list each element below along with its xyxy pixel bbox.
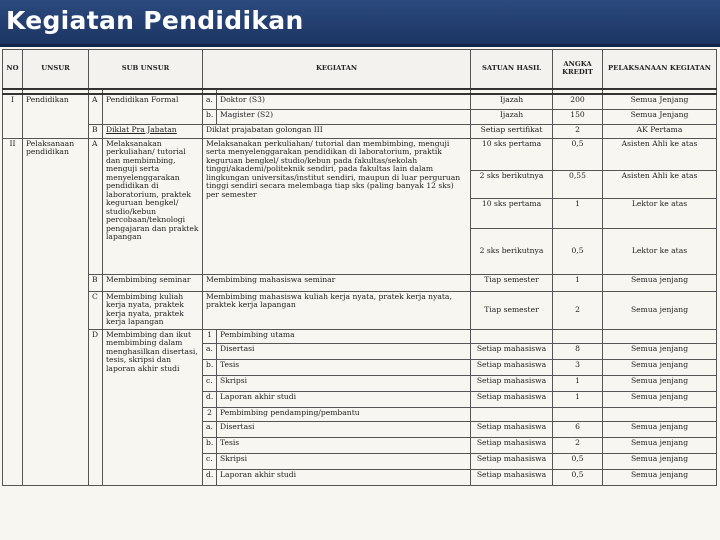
section-ii-c-label: Membimbing kuliah kerja nyata, praktek kerja nyata, praktek kerja lapangan (103, 291, 203, 329)
row-letter: b. (203, 437, 217, 453)
header-no: NO (3, 50, 23, 90)
row-letter: a. (203, 421, 217, 437)
satuan-cell: Setiap sertifikat (471, 124, 553, 138)
satuan-cell: Ijazah (471, 109, 553, 124)
credit-table (2, 49, 717, 486)
kredit-cell: 0,5 (553, 138, 603, 170)
table-row (3, 329, 717, 343)
row-letter: a. (203, 343, 217, 359)
kredit-cell: 8 (553, 343, 603, 359)
pelaksana-cell: Semua jenjang (603, 453, 717, 469)
satuan-cell: Setiap mahasiswa (471, 421, 553, 437)
kredit-cell: 2 (553, 291, 603, 329)
kredit-cell: 200 (553, 94, 603, 109)
title-bar (0, 0, 720, 47)
section-ii-c-letter: C (89, 291, 103, 329)
satuan-cell: Tiap semester (471, 274, 553, 291)
kredit-cell: 1 (553, 198, 603, 228)
pelaksana-cell: Semua jenjang (603, 359, 717, 375)
header-satuan-hasil: SATUAN HASIL (471, 50, 553, 90)
kredit-cell: 2 (553, 437, 603, 453)
kegiatan-cell: Magister (S2) (217, 109, 471, 124)
kredit-cell: 6 (553, 421, 603, 437)
row-letter: d. (203, 391, 217, 407)
pelaksana-cell: Asisten Ahli ke atas (603, 138, 717, 170)
header-unsur: UNSUR (23, 50, 89, 90)
section-i-no: I (3, 94, 23, 138)
satuan-cell: 2 sks berikutnya (471, 228, 553, 274)
header-kegiatan: KEGIATAN (203, 50, 471, 90)
pelaksana-cell: Lektor ke atas (603, 228, 717, 274)
kredit-cell: 150 (553, 109, 603, 124)
row-letter: d. (203, 469, 217, 485)
subgroup-label: Pembimbing utama (217, 329, 471, 343)
kredit-cell: 1 (553, 375, 603, 391)
row-letter: b. (203, 359, 217, 375)
pelaksana-cell: Semua jenjang (603, 421, 717, 437)
satuan-cell: 10 sks pertama (471, 198, 553, 228)
satuan-cell: 2 sks berikutnya (471, 170, 553, 198)
kegiatan-cell: Laporan akhir studi (217, 469, 471, 485)
kegiatan-cell: Skripsi (217, 375, 471, 391)
kegiatan-cell: Membimbing mahasiswa kuliah kerja nyata, pratek kerja nyata, praktek kerja lapangan (203, 291, 471, 329)
satuan-cell: Setiap mahasiswa (471, 469, 553, 485)
section-ii-a-label: Melaksanakan perkuliahan/ tutorial dan membimbing, menguji serta menyelenggarakan pendidikan di laboratorium, praktek keguruan bengkel/ studio/kebun percobaan/teknologi pengajaran dan praktek lapangan (103, 138, 203, 274)
header-row (3, 50, 717, 90)
kredit-cell: 1 (553, 391, 603, 407)
kredit-cell: 0,5 (553, 469, 603, 485)
pelaksana-cell: Semua Jenjang (603, 109, 717, 124)
section-ii-unsur: Pelaksanaan pendidikan (23, 138, 89, 485)
section-ii-b-label: Membimbing seminar (103, 274, 203, 291)
section-i-b-label: Diklat Pra Jabatan (103, 124, 203, 138)
subgroup-no: 1 (203, 329, 217, 343)
table-row (3, 124, 717, 138)
section-i-a-label: Pendidikan Formal (103, 94, 203, 124)
kegiatan-cell: Membimbing mahasiswa seminar (203, 274, 471, 291)
table-row (3, 274, 717, 291)
kredit-cell: 0,55 (553, 170, 603, 198)
kegiatan-cell: Disertasi (217, 421, 471, 437)
section-i-a-letter: A (89, 94, 103, 124)
pelaksana-cell: Semua jenjang (603, 469, 717, 485)
table-row (3, 291, 717, 329)
section-ii-d-label: Membimbing dan ikut membimbing dalam menghasilkan disertasi, tesis, skripsi dan laporan akhir studi (103, 329, 203, 485)
satuan-cell: Ijazah (471, 94, 553, 109)
subgroup-label: Pembimbing pendamping/pembantu (217, 407, 471, 421)
pelaksana-cell: Semua jenjang (603, 391, 717, 407)
section-ii-a-letter: A (89, 138, 103, 274)
satuan-cell: Setiap mahasiswa (471, 391, 553, 407)
section-ii-b-letter: B (89, 274, 103, 291)
kredit-cell: 0,5 (553, 453, 603, 469)
satuan-cell: Setiap mahasiswa (471, 437, 553, 453)
kegiatan-cell: Doktor (S3) (217, 94, 471, 109)
kegiatan-cell: Laporan akhir studi (217, 391, 471, 407)
kegiatan-cell: Tesis (217, 359, 471, 375)
satuan-cell: Setiap mahasiswa (471, 453, 553, 469)
row-letter: c. (203, 453, 217, 469)
kredit-cell: 1 (553, 274, 603, 291)
scanned-document (0, 47, 720, 540)
kegiatan-cell: Tesis (217, 437, 471, 453)
row-letter: c. (203, 375, 217, 391)
kredit-cell: 3 (553, 359, 603, 375)
satuan-cell: Setiap mahasiswa (471, 343, 553, 359)
pelaksana-cell: Asisten Ahli ke atas (603, 170, 717, 198)
pelaksana-cell: Semua jenjang (603, 291, 717, 329)
pelaksana-cell: Semua Jenjang (603, 94, 717, 109)
kegiatan-cell: Diklat prajabatan golongan III (203, 124, 471, 138)
slide-title: Kegiatan Pendidikan (6, 6, 304, 35)
section-ii-no: II (3, 138, 23, 485)
row-letter: b. (203, 109, 217, 124)
section-i-unsur: Pendidikan (23, 94, 89, 138)
pelaksana-cell: Semua jenjang (603, 375, 717, 391)
kegiatan-cell: Disertasi (217, 343, 471, 359)
pelaksana-cell: AK Pertama (603, 124, 717, 138)
satuan-cell: 10 sks pertama (471, 138, 553, 170)
kegiatan-cell: Skripsi (217, 453, 471, 469)
satuan-cell: Setiap mahasiswa (471, 375, 553, 391)
pelaksana-cell: Semua jenjang (603, 274, 717, 291)
subgroup-no: 2 (203, 407, 217, 421)
pelaksana-cell: Semua jenjang (603, 437, 717, 453)
pelaksana-cell: Lektor ke atas (603, 198, 717, 228)
pelaksana-cell: Semua jenjang (603, 343, 717, 359)
section-ii-d-letter: D (89, 329, 103, 485)
satuan-cell: Tiap semester (471, 291, 553, 329)
header-sub-unsur: SUB UNSUR (89, 50, 203, 90)
kredit-cell: 2 (553, 124, 603, 138)
section-i-b-letter: B (89, 124, 103, 138)
kredit-cell: 0,5 (553, 228, 603, 274)
section-ii-a-kegiatan: Melaksanakan perkuliahan/ tutorial dan membimbing, menguji serta menyelenggarakan pendidikan di laboratorium, praktik keguruan bengkel/ studio/kebun pada fakultas/sekolah tinggi/akademi/politeknik sendiri, pada fakultas lain dalam lingkungan universitas/institut sendiri, maupun di luar perguruan tinggi sendiri secara melembaga tiap sks (paling banyak 12 sks) per semester (203, 138, 471, 274)
header-pelaksanaan: PELAKSANAAN KEGIATAN (603, 50, 717, 90)
header-angka-kredit: ANGKA KREDIT (553, 50, 603, 90)
table-row (3, 94, 717, 109)
satuan-cell: Setiap mahasiswa (471, 359, 553, 375)
row-letter: a. (203, 94, 217, 109)
table-row (3, 138, 717, 170)
